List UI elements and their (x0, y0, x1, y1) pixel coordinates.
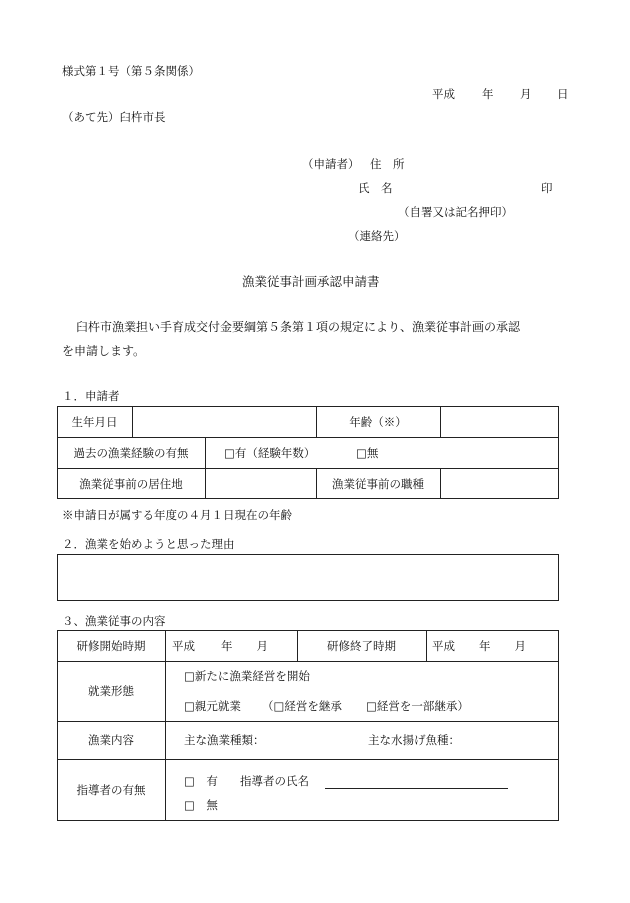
age-field[interactable] (441, 406, 559, 437)
section2-heading: ２．漁業を始めようと思った理由 (62, 537, 235, 551)
seal-mark: 印 (541, 181, 553, 195)
experience-no-option[interactable]: □無 (356, 445, 379, 460)
employment-inherit-option[interactable]: （□経営を継承 (262, 699, 342, 713)
occupation-label: 漁業従事前の職種 (332, 476, 424, 491)
age-footnote: ※申請日が属する年度の４月１日現在の年齢 (62, 508, 292, 522)
date-month: 月 (520, 87, 532, 101)
addressee: （あて先）臼杵市長 (62, 110, 166, 124)
reason-field[interactable] (57, 554, 559, 601)
end-date-field[interactable] (432, 630, 526, 661)
form-number: 様式第１号（第５条関係） (62, 64, 200, 78)
start-label: 研修開始時期 (76, 638, 146, 653)
residence-field[interactable] (206, 468, 316, 499)
end-label: 研修終了時期 (327, 638, 396, 653)
birth-date-label: 生年月日 (71, 414, 118, 429)
start-year: 年 (221, 638, 233, 653)
fishing-species-label: 主な水揚げ魚種： (368, 733, 460, 747)
employment-label: 就業形態 (88, 684, 134, 698)
end-year: 年 (479, 638, 491, 653)
body-text-line1: 臼杵市漁業担い手育成交付金要綱第５条第１項の規定により、漁業従事計画の承認 (76, 320, 521, 334)
occupation-field[interactable] (441, 468, 559, 499)
date-year: 年 (482, 87, 494, 101)
employment-family-option[interactable]: □親元就業 (184, 699, 241, 713)
mentor-name-line[interactable] (325, 788, 508, 789)
experience-label: 過去の漁業経験の有無 (73, 445, 189, 460)
start-month: 月 (256, 638, 268, 653)
mentor-label: 指導者の有無 (76, 783, 146, 797)
birth-date-field[interactable] (133, 406, 316, 437)
start-era: 平成 (172, 638, 195, 653)
fishing-label: 漁業内容 (88, 733, 134, 747)
fishing-type-label: 主な漁業種類： (184, 733, 265, 747)
section3-heading: ３、漁業従事の内容 (62, 614, 166, 628)
age-label: 年齢（※） (349, 414, 407, 429)
start-date-field[interactable] (172, 630, 268, 661)
date-day: 日 (557, 87, 569, 101)
mentor-no-option[interactable]: □ 無 (184, 798, 218, 812)
residence-label: 漁業従事前の居住地 (79, 476, 183, 491)
end-era: 平成 (432, 638, 455, 653)
mentor-name-label: 指導者の氏名 (240, 774, 309, 788)
end-month: 月 (514, 638, 526, 653)
experience-yes-option[interactable]: □有（経験年数） (224, 445, 316, 460)
body-text-line2: を申請します。 (62, 344, 146, 358)
address-label: 住 所 (370, 157, 405, 171)
document-title: 漁業従事計画承認申請書 (242, 274, 380, 289)
mentor-yes-option[interactable]: □ 有 (184, 774, 218, 788)
date-era: 平成 (432, 87, 455, 101)
applicant-label: （申請者） (302, 157, 360, 171)
employment-new-option[interactable]: □新たに漁業経営を開始 (184, 669, 310, 683)
employment-partial-inherit-option[interactable]: □経営を一部継承） (366, 699, 469, 713)
section1-heading: １．申請者 (62, 389, 120, 403)
contact-label: （連絡先） (348, 229, 406, 243)
signature-note: （自署又は記名押印） (398, 205, 513, 219)
name-label: 氏 名 (358, 181, 393, 195)
